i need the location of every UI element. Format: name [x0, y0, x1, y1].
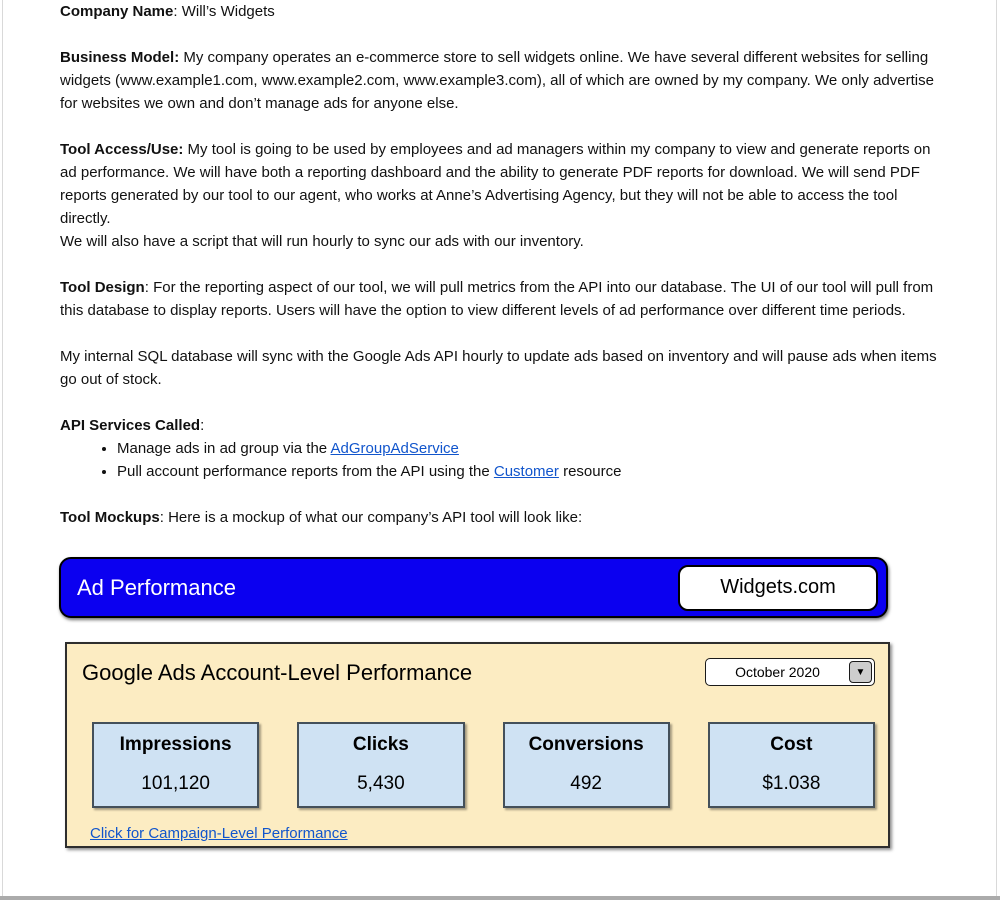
- tool-access-text2: We will also have a script that will run hourly to sync our ads with our inventory.: [60, 233, 584, 250]
- company-name-label: Company Name: [60, 3, 174, 20]
- company-name-value: : Will’s Widgets: [173, 3, 275, 20]
- metric-card-conversions: [503, 722, 670, 808]
- paragraph-business-model: [60, 46, 940, 115]
- widgets-com-button[interactable]: Widgets.com: [678, 565, 878, 611]
- api-services-list: [60, 437, 940, 483]
- api-services-label: API Services Called: [60, 417, 201, 434]
- metric-value: 101,120: [141, 773, 210, 794]
- metric-label: Conversions: [528, 734, 644, 755]
- tool-design-label: Tool Design: [60, 279, 145, 296]
- mockup-app-header: [59, 557, 888, 618]
- metric-label: Clicks: [352, 734, 409, 755]
- paragraph-tool-mockups: [60, 506, 940, 529]
- business-model-label: Business Model:: [60, 49, 180, 66]
- chevron-down-icon[interactable]: ▼: [849, 661, 872, 683]
- panel-header: [82, 658, 875, 686]
- metric-value: $1.038: [762, 773, 821, 794]
- list-item: [117, 437, 940, 460]
- customer-link[interactable]: Customer: [493, 463, 559, 480]
- metric-value: 5,430: [357, 773, 405, 794]
- date-range-dropdown[interactable]: [705, 658, 875, 686]
- bullet-1-text: Manage ads in ad group via the: [117, 440, 331, 457]
- bullet-2-post: resource: [558, 463, 622, 480]
- mockup-app-title: Ad Performance: [77, 574, 236, 600]
- account-performance-panel: [65, 642, 890, 848]
- page-right-border: [996, 0, 997, 900]
- tool-access-text: My tool is going to be used by employees and ad managers within my company to view and generate reports on ad performance. We will have both a reporting dashboard and the ability to generate PDF reports for download. We will send PDF reports generated by our tool to our agent, who works at Anne’s Advertising Agency, but they will not be able to access the tool directly.: [60, 141, 931, 227]
- page-left-border: [2, 0, 3, 900]
- metric-cards-row: [82, 722, 875, 808]
- tool-mockups-label: Tool Mockups: [60, 509, 160, 526]
- paragraph-tool-access: [60, 138, 940, 253]
- tool-access-label: Tool Access/Use:: [60, 141, 184, 158]
- api-services-colon: :: [200, 417, 205, 434]
- business-model-text: My company operates an e-commerce store to sell widgets online. We have several different websites for selling widgets (www.example1.com, www.example2.com, www.example3.com), all of which are owned by my company. We only advertise for websites we own and don’t manage ads for anyone else.: [60, 49, 934, 112]
- tool-mockups-text: : Here is a mockup of what our company’s API tool will look like:: [159, 509, 583, 526]
- bullet-2-text: Pull account performance reports from the API using the: [117, 463, 494, 480]
- tool-design-text: : For the reporting aspect of our tool, we will pull metrics from the API into our database. The UI of our tool will pull from this database to display reports. Users will have the option to view different levels of ad performance over different time periods.: [60, 279, 934, 319]
- adgroupadservice-link[interactable]: AdGroupAdService: [330, 440, 459, 457]
- document-content: [60, 0, 940, 848]
- panel-link-row: [82, 825, 875, 843]
- date-range-value: October 2020: [735, 664, 820, 680]
- list-item: [117, 460, 940, 483]
- metric-value: 492: [570, 773, 602, 794]
- paragraph-api-services-heading: [60, 414, 940, 437]
- panel-title: Google Ads Account-Level Performance: [82, 660, 473, 685]
- paragraph-sql-sync: [60, 345, 940, 391]
- metric-label: Impressions: [119, 734, 232, 755]
- metric-card-cost: [708, 722, 875, 808]
- paragraph-company-name: [60, 0, 940, 23]
- paragraph-tool-design: [60, 276, 940, 322]
- metric-card-impressions: [92, 722, 259, 808]
- window-bottom-edge: [0, 896, 1000, 900]
- metric-label: Cost: [770, 734, 813, 755]
- campaign-level-performance-link[interactable]: Click for Campaign-Level Performance: [90, 825, 348, 842]
- metric-card-clicks: [297, 722, 464, 808]
- sql-sync-text: My internal SQL database will sync with the Google Ads API hourly to update ads based on inventory and will pause ads when items go out of stock.: [60, 348, 937, 388]
